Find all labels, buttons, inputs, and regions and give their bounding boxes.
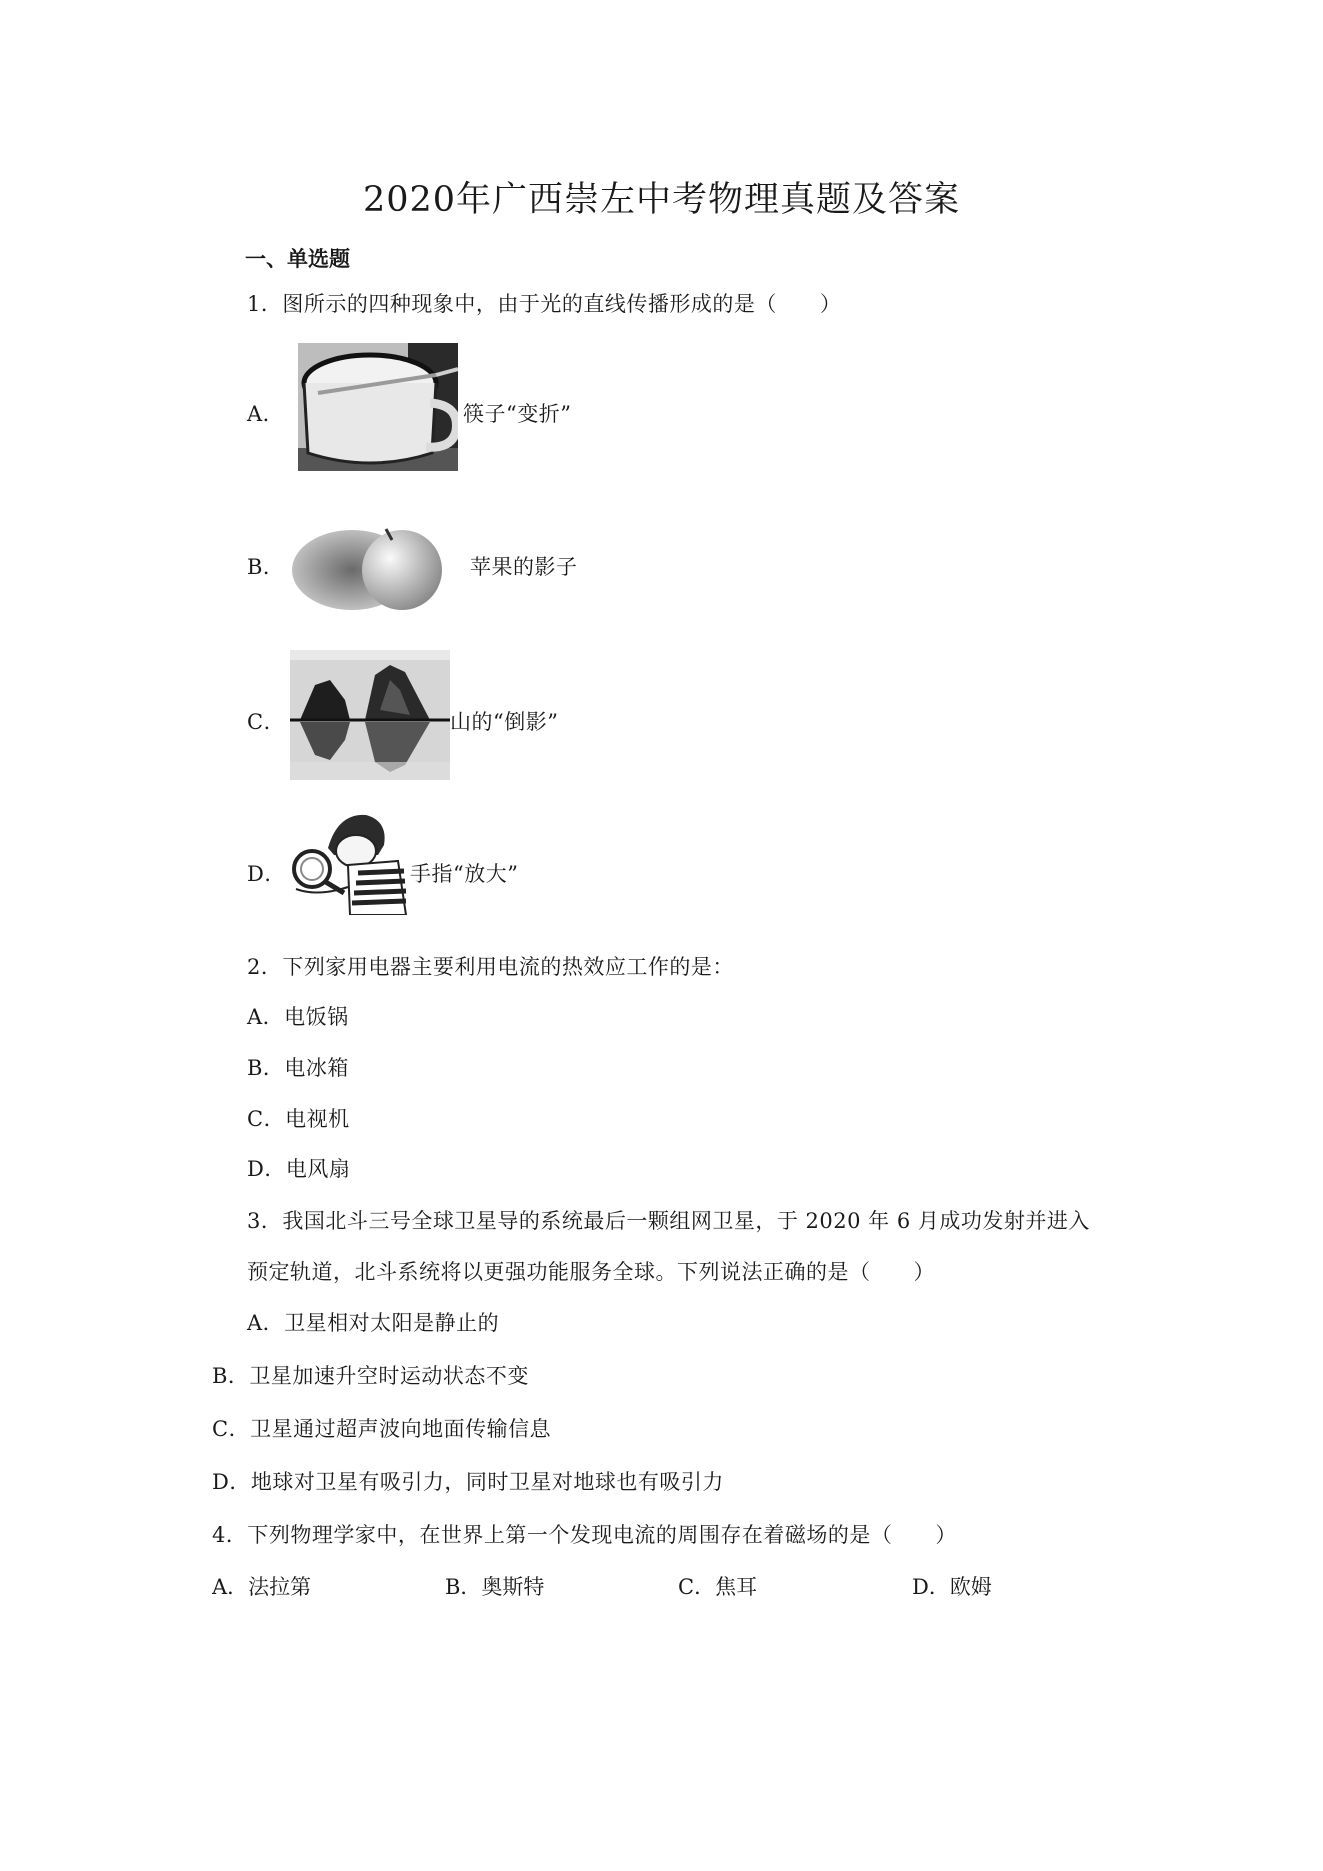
page-title: 2020年广西崇左中考物理真题及答案 <box>362 180 961 220</box>
q3-stem-line2: 预定轨道，北斗系统将以更强功能服务全球。下列说法正确的是（ ） <box>247 1260 935 1284</box>
cup-chopstick-image <box>298 343 458 471</box>
q4-option-c: C．焦耳 <box>678 1575 758 1599</box>
q4-option-a: A．法拉第 <box>212 1575 312 1599</box>
q1-option-d-letter: D． <box>247 862 286 886</box>
q3-option-a: A．卫星相对太阳是静止的 <box>247 1311 500 1335</box>
q3-option-d: D．地球对卫星有吸引力，同时卫星对地球也有吸引力 <box>212 1470 724 1494</box>
q2-stem: 2．下列家用电器主要利用电流的热效应工作的是： <box>247 955 734 979</box>
q1-option-c-caption: 山的“倒影” <box>450 710 559 734</box>
q4-stem: 4．下列物理学家中，在世界上第一个发现电流的周围存在着磁场的是（ ） <box>212 1523 957 1547</box>
q2-option-b: B．电冰箱 <box>247 1056 349 1080</box>
q4-option-d: D．欧姆 <box>912 1575 992 1599</box>
q2-option-a: A．电饭锅 <box>247 1005 349 1029</box>
q1-stem: 1．图所示的四种现象中，由于光的直线传播形成的是（ ） <box>247 292 842 316</box>
q3-option-b: B．卫星加速升空时运动状态不变 <box>212 1364 529 1388</box>
q3-stem-line1: 3．我国北斗三号全球卫星导的系统最后一颗组网卫星，于 2020 年 6 月成功发射并进入 <box>247 1209 1090 1233</box>
apple-shadow-image <box>292 515 482 615</box>
q3-option-c: C．卫星通过超声波向地面传输信息 <box>212 1417 552 1441</box>
q2-option-d: D．电风扇 <box>247 1157 351 1181</box>
q1-option-b-letter: B． <box>247 555 285 579</box>
q1-option-b-caption: 苹果的影子 <box>470 555 578 579</box>
magnifier-boy-image <box>288 803 408 915</box>
q1-option-d-caption: 手指“放大” <box>410 862 519 886</box>
q4-option-b: B．奥斯特 <box>445 1575 545 1599</box>
q1-option-a-letter: A． <box>247 402 285 426</box>
mountain-reflection-image <box>290 650 450 780</box>
section-heading: 一、单选题 <box>245 246 350 271</box>
q2-option-c: C．电视机 <box>247 1107 350 1131</box>
q1-option-a-caption: 筷子“变折” <box>463 402 572 426</box>
q1-option-c-letter: C． <box>247 710 286 734</box>
